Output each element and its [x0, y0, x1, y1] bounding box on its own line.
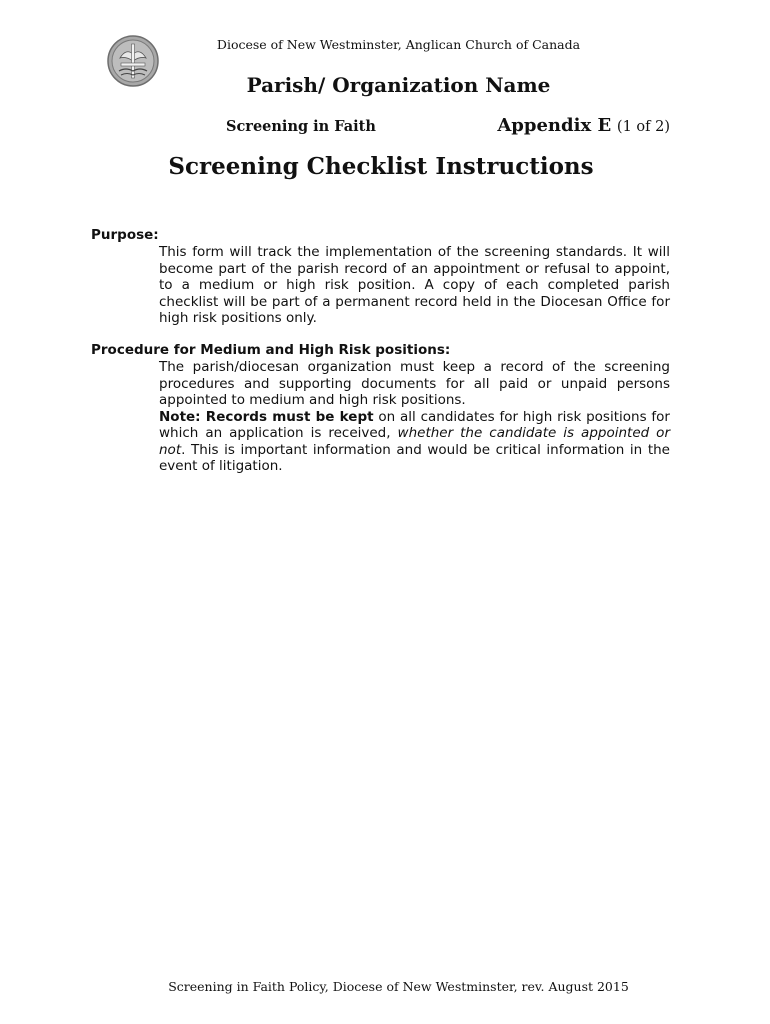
note-italic: whether the candidate is appointed or not — [159, 425, 670, 458]
diocese-line: Diocese of New Westminster, Anglican Church of Canada — [216, 37, 581, 52]
purpose-heading: Purpose: — [91, 227, 159, 243]
appendix-pages: (1 of 2) — [616, 119, 670, 135]
note-text-1: on all candidates for high risk positions for which an application is received, — [159, 408, 670, 441]
appendix-title: Appendix E — [497, 115, 612, 136]
procedure-paragraph — [159, 359, 670, 475]
procedure-text: The parish/diocesan organization must keep a record of the screening procedures and supporting documents for all paid or unpaid persons appointed to medium and high risk positions. — [159, 359, 670, 408]
appendix-label — [497, 115, 670, 136]
procedure-note — [159, 409, 670, 475]
organization-name: Parish/ Organization Name — [246, 73, 551, 97]
note-text-2: . This is important information and would be critical information in the event of litigation. — [159, 441, 670, 474]
page-footer: Screening in Faith Policy, Diocese of New Westminster, rev. August 2015 — [168, 979, 629, 994]
screening-label: Screening in Faith — [226, 118, 376, 135]
purpose-text: This form will track the implementation of the screening standards. It will become part of the parish record of an appointment or refusal to appoint, to a medium or high risk position. A copy of each completed parish checklist will be part of a permanent record held in the Diocesan Office for high risk positions only. — [159, 244, 670, 326]
note-label: Note: Records must be kept — [159, 408, 374, 425]
purpose-paragraph — [159, 244, 670, 327]
page-title: Screening Checklist Instructions — [168, 153, 594, 180]
procedure-heading: Procedure for Medium and High Risk positions: — [91, 342, 451, 358]
